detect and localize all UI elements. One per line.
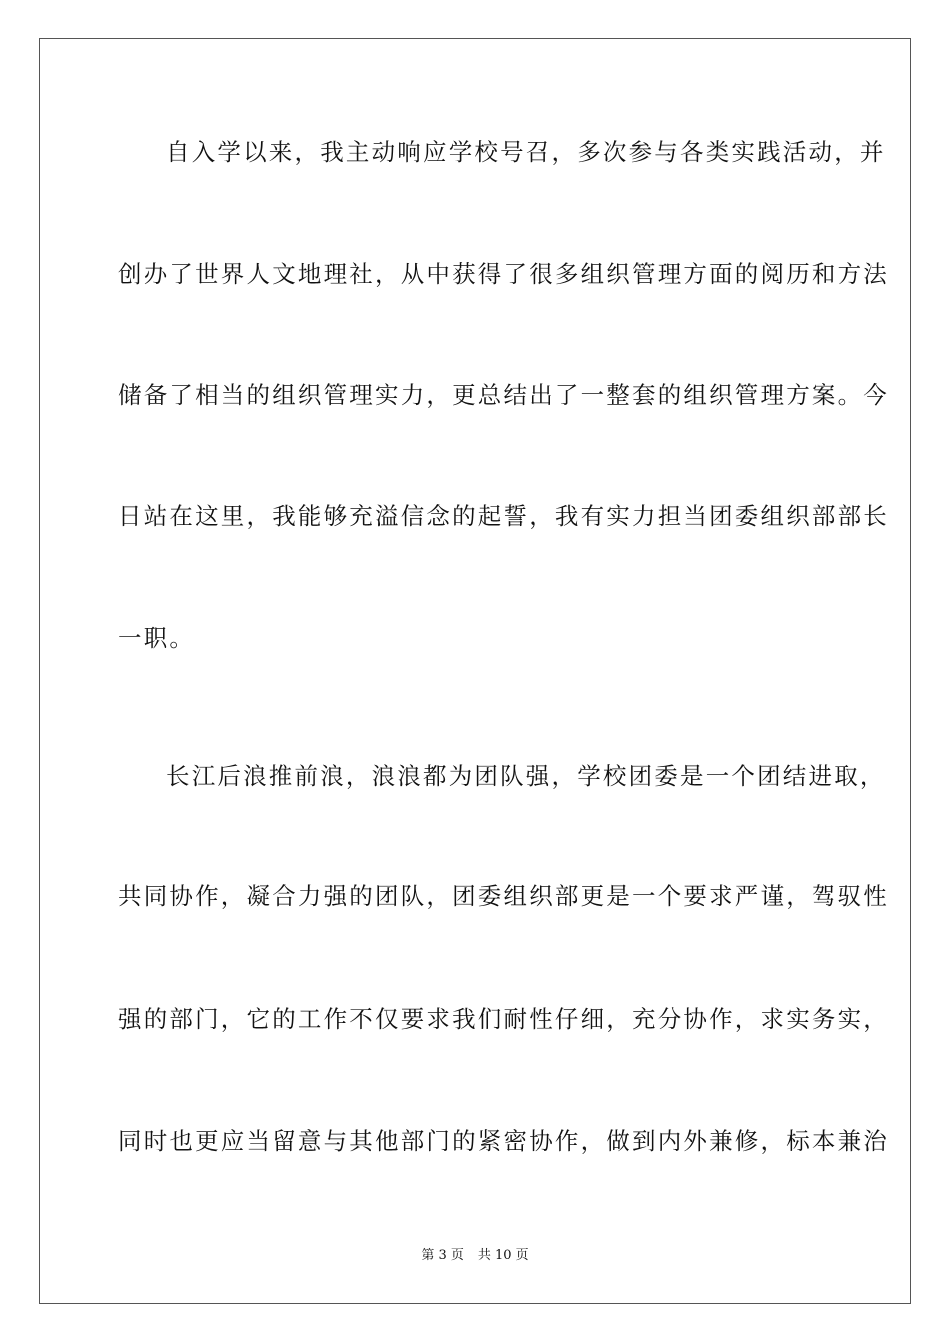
paragraph-1-line-1: 自入学以来，我主动响应学校号召，多次参与各类实践活动，并 <box>166 138 886 166</box>
page-border <box>39 38 911 1304</box>
paragraph-1-line-3: 储备了相当的组织管理实力，更总结出了一整套的组织管理方案。今 <box>118 381 889 409</box>
page-number: 第 3 页 <box>421 1248 464 1263</box>
paragraph-2-line-1: 长江后浪推前浪，浪浪都为团队强，学校团委是一个团结进取， <box>166 762 886 790</box>
page-total: 共 10 页 <box>477 1248 529 1263</box>
paragraph-1-line-5: 一职。 <box>118 624 196 652</box>
paragraph-1-line-2: 创办了世界人文地理社，从中获得了很多组织管理方面的阅历和方法 <box>118 260 889 288</box>
paragraph-2-line-3: 强的部门，它的工作不仅要求我们耐性仔细，充分协作，求实务实， <box>118 1005 889 1033</box>
paragraph-2-line-4: 同时也更应当留意与其他部门的紧密协作，做到内外兼修，标本兼治 <box>118 1127 889 1155</box>
paragraph-1-line-4: 日站在这里，我能够充溢信念的起誓，我有实力担当团委组织部部长 <box>118 502 889 530</box>
page-footer <box>0 1247 950 1265</box>
paragraph-2-line-2: 共同协作，凝合力强的团队，团委组织部更是一个要求严谨，驾驭性 <box>118 882 889 910</box>
